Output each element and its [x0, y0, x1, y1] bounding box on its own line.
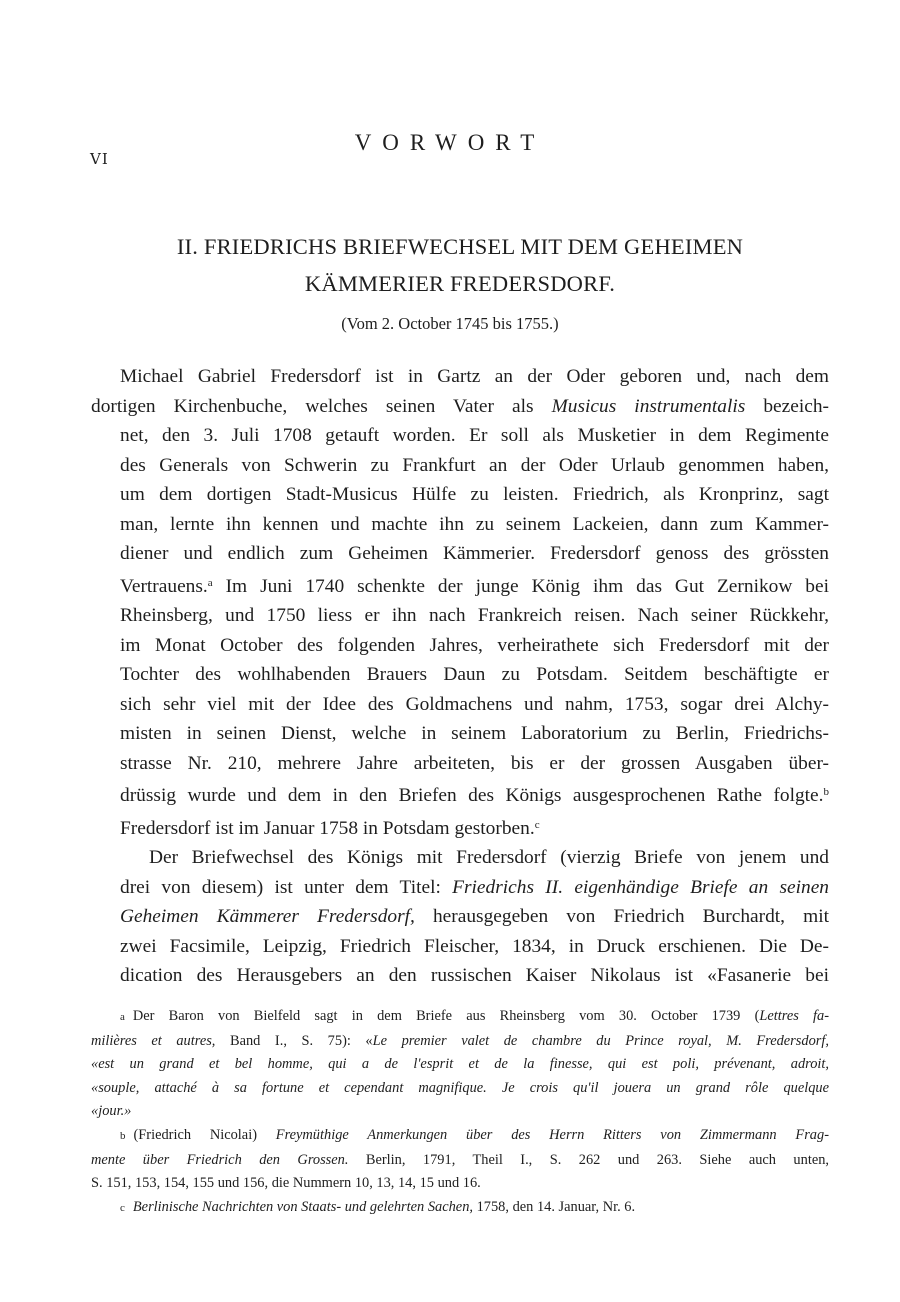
- date-range: (Vom 2. October 1745 bis 1755.): [341, 314, 559, 333]
- text-segment: bezeich-: [745, 395, 829, 417]
- text-line: dication des Herausgebers an den russischen Kaiser Nikolaus ist «Fasanerie bei: [120, 965, 829, 986]
- text-italic: Lettres fa-: [759, 1008, 829, 1024]
- text-line: sich sehr viel mit der Idee des Goldmachens und nahm, 1753, sogar drei Alchy-: [120, 693, 829, 715]
- section-title: [90, 228, 830, 302]
- text-line: [91, 392, 829, 422]
- footnote-ref-a[interactable]: a: [207, 576, 213, 589]
- text-line: Rheinsberg, und 1750 liess er ihn nach Frankreich reisen. Nach seiner Rückkehr,: [120, 605, 829, 626]
- paragraph-1: [91, 362, 829, 843]
- footnote-a-line: [91, 1100, 829, 1124]
- footnote-a-line: [91, 1053, 829, 1077]
- footnote-c-line: [91, 1196, 829, 1221]
- text-italic: «souple, attaché à sa fortune et cependant magnifique. Je crois qu'il jouera un grand rôle quelque: [91, 1079, 829, 1096]
- text-italic: mente über Friedrich den Grossen.: [91, 1151, 349, 1168]
- section-title-line-2: KÄMMERIER FREDERSDORF.: [304, 271, 616, 296]
- text-italic: milières et autres,: [91, 1032, 216, 1049]
- footnote-b-line: [91, 1149, 829, 1173]
- footnote-ref-c[interactable]: c: [534, 818, 540, 831]
- text-segment: Im Juni 1740 schenkte der junge König ihm das Gut Zernikow bei: [212, 575, 829, 597]
- text-italic: «jour.»: [91, 1103, 132, 1120]
- footnote-mark-b: b: [120, 1129, 126, 1142]
- running-header: VORWORT: [354, 130, 546, 155]
- text-line: [91, 811, 829, 844]
- section-title-line-1: II. FRIEDRICHS BRIEFWECHSEL MIT DEM GEHEIMEN: [176, 234, 744, 259]
- footnote-a-line: [91, 1030, 829, 1054]
- text-line: strasse Nr. 210, mehrere Jahre arbeiteten, bis er der grossen Ausgaben über-: [120, 752, 829, 774]
- text-italic: Le premier valet de chambre du Prince royal, M. Fredersdorf,: [372, 1032, 829, 1049]
- text-line: misten in seinen Dienst, welche in seinem Laboratorium zu Berlin, Friedrichs-: [120, 723, 829, 744]
- text-italic: Musicus instrumentalis: [551, 395, 746, 417]
- text-line: net, den 3. Juli 1708 getauft worden. Er soll als Musketier in dem Regimente: [120, 425, 829, 446]
- main-text: [91, 362, 829, 991]
- footnotes: [91, 1005, 829, 1220]
- text-segment: herausgegeben von Friedrich Burchardt, mit: [414, 906, 829, 927]
- text-line: [91, 873, 829, 903]
- text-line: im Monat October des folgenden Jahres, verheirathete sich Fredersdorf mit der: [120, 634, 829, 656]
- footnote-mark-a: a: [120, 1011, 125, 1023]
- text-segment: (Friedrich Nicolai): [133, 1126, 276, 1143]
- text-line: [91, 902, 829, 932]
- text-segment: dortigen Kirchenbuche, welches seinen Vater als: [91, 395, 552, 417]
- footnote-a-line: [91, 1005, 829, 1030]
- text-line: um dem dortigen Stadt-Musicus Hülfe zu leisten. Friedrich, als Kronprinz, sagt: [120, 484, 829, 505]
- text-segment: Fredersdorf ist im Januar 1758 in Potsdam gestorben.: [120, 817, 535, 839]
- text-segment: Berlin, 1791, Theil I., S. 262 und 263. Siehe auch unten,: [348, 1151, 829, 1168]
- text-line: [91, 569, 829, 602]
- text-line: zwei Facsimile, Leipzig, Friedrich Fleischer, 1834, in Druck erschienen. Die De-: [120, 935, 829, 957]
- text-segment: 1758, den 14. Januar, Nr. 6.: [473, 1198, 636, 1215]
- footnote-b-line: S. 151, 153, 154, 155 und 156, die Nummern 10, 13, 14, 15 und 16.: [91, 1175, 481, 1192]
- text-line: [91, 778, 829, 811]
- footnote-a-line: [91, 1077, 829, 1101]
- text-line: Michael Gabriel Fredersdorf ist in Gartz an der Oder geboren und, nach dem: [120, 366, 829, 387]
- text-italic: «est un grand et bel homme, qui a de l'esprit et de la finesse, qui est poli, prévenant, adroit,: [91, 1056, 829, 1073]
- footnote-b-line: [91, 1124, 829, 1149]
- footnote-ref-b[interactable]: b: [823, 786, 829, 798]
- text-segment: drüssig wurde und dem in den Briefen des Königs ausgesprochenen Rathe folgte.: [120, 785, 824, 806]
- text-segment: Der Baron von Bielfeld sagt in dem Briefe aus Rheinsberg vom 30. October 1739 (: [132, 1008, 760, 1024]
- page-number: VI: [90, 150, 109, 168]
- text-line: Der Briefwechsel des Königs mit Fredersdorf (vierzig Briefe von jenem und: [149, 847, 829, 868]
- text-segment: Vertrauens.: [120, 575, 208, 597]
- text-italic: Berlinische Nachrichten von Staats- und gelehrten Sachen,: [132, 1198, 473, 1215]
- paragraph-2: [91, 843, 829, 991]
- text-italic: Friedrichs II. eigenhändige Briefe an seinen: [452, 876, 829, 898]
- text-segment: drei von diesem) ist unter dem Titel:: [120, 876, 453, 898]
- text-italic: Freymüthige Anmerkungen über des Herrn Ritters von Zimmermann Frag-: [275, 1126, 829, 1143]
- text-line: des Generals von Schwerin zu Frankfurt an der Oder Urlaub genommen haben,: [120, 454, 829, 476]
- text-line: Tochter des wohlhabenden Brauers Daun zu Potsdam. Seitdem beschäftigte er: [120, 664, 829, 685]
- footnote-mark-c: c: [120, 1201, 125, 1214]
- text-line: diener und endlich zum Geheimen Kämmerier. Fredersdorf genoss des grössten: [120, 543, 829, 564]
- text-segment: Band I., S. 75): «: [215, 1032, 373, 1049]
- text-line: man, lernte ihn kennen und machte ihn zu seinem Lackeien, dann zum Kammer-: [120, 513, 829, 535]
- text-italic: Geheimen Kämmerer Fredersdorf,: [120, 906, 415, 927]
